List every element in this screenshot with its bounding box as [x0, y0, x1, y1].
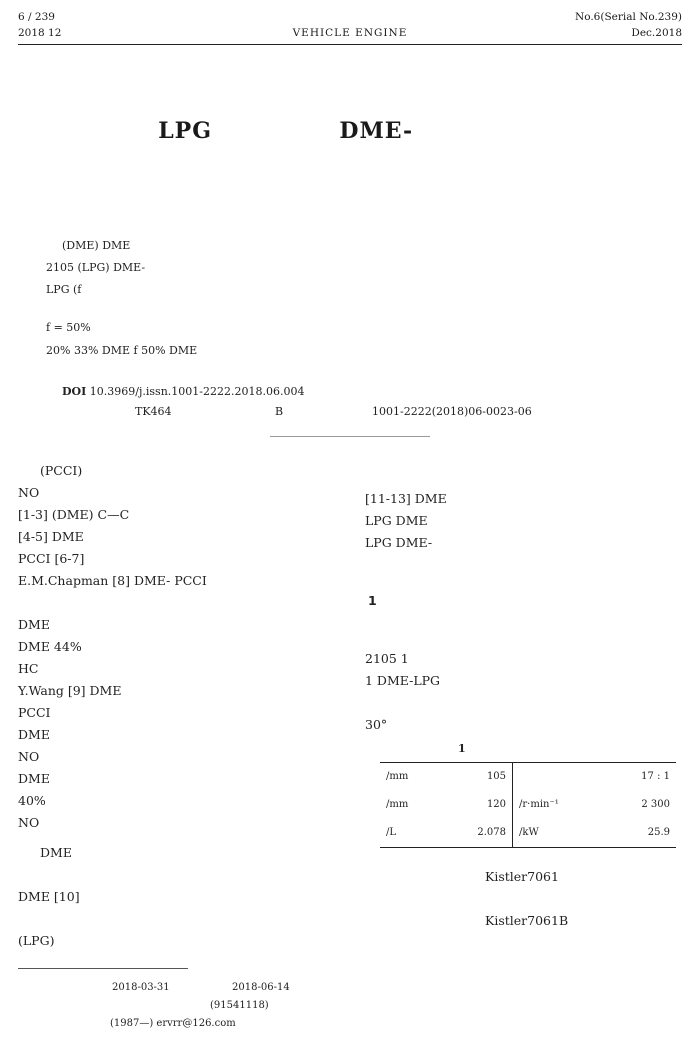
lp-line-1: (PCCI)	[40, 463, 83, 478]
lp2-line-5: (LPG)	[18, 933, 55, 948]
footnote-rule	[18, 968, 188, 969]
title-lpg: LPG	[158, 118, 213, 144]
table-cell-right-label: /kW	[513, 819, 605, 847]
lp2-line-1: DME	[40, 845, 72, 860]
table-cell-left-value: 105	[486, 771, 507, 782]
footnote-author: (1987—) ervrr@126.com	[110, 1018, 236, 1029]
p3-line-3: Kistler7061B	[485, 913, 569, 928]
section-number: 1	[368, 593, 377, 608]
lp-line-17: 40%	[18, 793, 46, 808]
abstract-line-7: 20% 33% DME f 50% DME	[46, 344, 198, 357]
sp-line-3: 1 DME-LPG	[365, 673, 441, 688]
article-title-line2	[0, 152, 700, 182]
abstract-line-4: LPG (f	[46, 283, 82, 296]
sp-line-5: 30°	[365, 717, 388, 732]
header-date-right: Dec.2018	[631, 27, 682, 39]
article-no-value: 1001-2222(2018)06-0023-06	[372, 405, 532, 418]
table-row	[380, 763, 676, 791]
revised-date: 2018-06-14	[232, 982, 290, 993]
lp-line-15: NO	[18, 749, 40, 764]
table-cell-left-label: /L	[386, 827, 397, 838]
abstract-line-1: (DME) DME	[62, 239, 131, 252]
lp-line-13: PCCI	[18, 705, 51, 720]
lp-line-6: PCCI [6-7]	[18, 551, 85, 566]
footnote-fund: (91541118)	[210, 1000, 269, 1011]
affiliation	[55, 210, 655, 226]
abstract-divider	[270, 436, 430, 437]
lp-line-16: DME	[18, 771, 50, 786]
footnote-dates	[112, 980, 290, 996]
clc-value: TK464	[135, 405, 172, 418]
table-cell-left-label: /mm	[386, 799, 409, 810]
abstract-line-2: 2105 (LPG) DME-	[46, 261, 146, 274]
table-cell-right-label	[513, 763, 605, 791]
table-caption-number: 1	[458, 742, 466, 755]
table-cell-left-value: 2.078	[477, 827, 507, 838]
table-cell-left-value: 120	[486, 799, 507, 810]
doi-row	[62, 384, 304, 400]
header-issue-right: No.6(Serial No.239)	[575, 11, 682, 23]
table-cell-right-value: 17 : 1	[641, 771, 670, 782]
doi-label: DOI	[62, 385, 87, 398]
abstract-line-6: f = 50%	[46, 321, 91, 334]
lp-line-7: E.M.Chapman [8] DME- PCCI	[18, 573, 207, 588]
table-row	[380, 819, 676, 847]
lp-line-18: NO	[18, 815, 40, 830]
rp-line-4: LPG DME-	[365, 535, 433, 550]
sp-line-2: 2105 1	[365, 651, 409, 666]
received-date: 2018-03-31	[112, 982, 170, 993]
table-cell-right-label: /r·min⁻¹	[513, 791, 605, 819]
lp-line-9: DME	[18, 617, 50, 632]
spec-table	[380, 762, 676, 848]
lp-line-14: DME	[18, 727, 50, 742]
lp-line-11: HC	[18, 661, 39, 676]
article-title-line1	[0, 118, 700, 144]
authors	[245, 188, 455, 204]
table-cell-left-label: /mm	[386, 771, 409, 782]
header-year-left: 2018 12	[18, 27, 62, 39]
lp-line-2: NO	[18, 485, 40, 500]
title-dme: DME-	[339, 118, 414, 144]
keywords	[62, 364, 482, 380]
table-cell-right-value: 2 300	[641, 799, 670, 810]
doi-value: 10.3969/j.issn.1001-2222.2018.06.004	[89, 385, 305, 398]
rp-line-3: LPG DME	[365, 513, 428, 528]
lp2-line-3: DME [10]	[18, 889, 80, 904]
p3-line-1: Kistler7061	[485, 869, 559, 884]
lp-line-5: [4-5] DME	[18, 529, 84, 544]
table-cell-right-value: 25.9	[647, 827, 670, 838]
header-rule	[18, 44, 682, 45]
table-row	[380, 791, 676, 819]
doc-code-value: B	[275, 405, 284, 418]
lp-line-10: DME 44%	[18, 639, 82, 654]
rp-line-2: [11-13] DME	[365, 491, 447, 506]
header-journal-en: VEHICLE ENGINE	[292, 27, 408, 39]
lp-line-3: [1-3] (DME) C—C	[18, 507, 130, 522]
header-issue-left: 6 / 239	[18, 11, 55, 23]
lp-line-12: Y.Wang [9] DME	[18, 683, 122, 698]
